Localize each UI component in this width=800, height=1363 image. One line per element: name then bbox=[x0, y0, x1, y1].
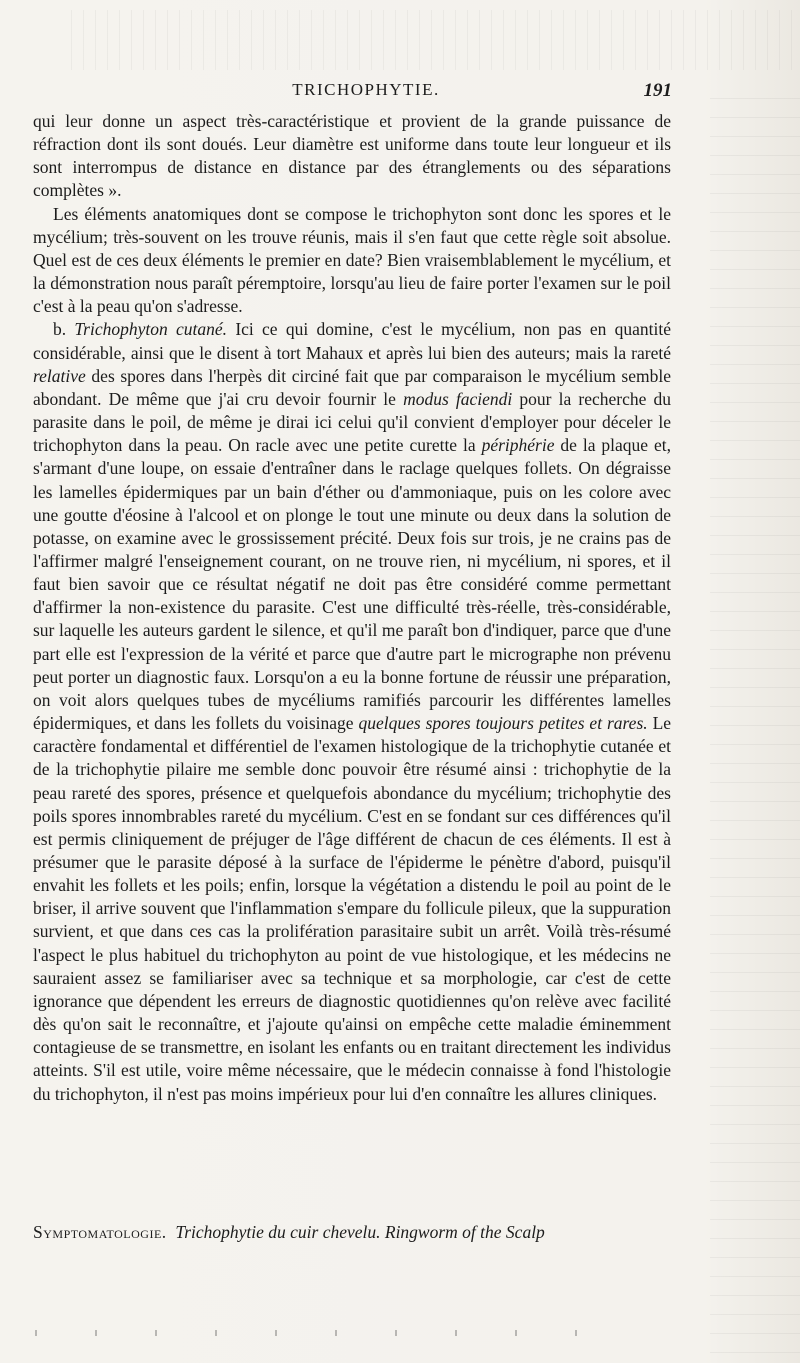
text-run: pour la recherche du parasite dans le poil, de même je dirai ici celui qu'il convient d'employer pour déceler le trichophyton dans la peau. On racle avec une petite curette la bbox=[33, 388, 672, 456]
paragraph-3 bbox=[33, 318, 671, 1105]
section-heading: Symptomatologie. bbox=[33, 1222, 167, 1242]
italic-run: modus faciendi bbox=[403, 388, 513, 409]
running-head: TRICHOPHYTIE. bbox=[292, 80, 440, 99]
page-header bbox=[60, 80, 672, 106]
text-run: de la plaque et, s'armant d'une loupe, on essaie d'entraîner dans le raclage quelques follets. On dégraisse les lamelles épidermiques par un bain d'éther ou d'ammoniaque, puis on les colore avec une goutte d'éosine à l'alcool et on plonge le tout une minute ou deux dans la solution de potasse, on examine avec le grossissement précité. Deux fois sur trois, je ne crains pas de l'affirmer malgré l'enseignement courant, on ne trouve rien, ni mycélium, ni spores, et il faut bien savoir que ce résultat négatif ne doit pas être considéré comme permettant d'affirmer la non-existence du parasite. C'est une difficulté très-réelle, très-considérable, sur laquelle les auteurs gardent le silence, et qu'il me paraît bon d'indiquer, parce que d'une part elle est l'expression de la vérité et parce que d'autre part le micrographe non prévenu peut porter un diagnostic faux. Lorsqu'on a eu la bonne fortune de réussir une préparation, on voit alors quelques tubes de mycéliums ramifiés parcourir les différentes lamelles épidermiques, et dans les follets du voisinage bbox=[33, 435, 672, 734]
italic-run: relative bbox=[33, 365, 86, 386]
section-label: b. bbox=[53, 319, 67, 340]
section-heading-line bbox=[33, 1222, 671, 1243]
paragraph-2: Les éléments anatomiques dont se compose le trichophyton sont donc les spores et le mycélium; très-souvent on les trouve réunis, mais il s'en faut que cette règle soit absolue. Quel est de ces deux éléments le premier en date? Bien vraisemblablement le mycélium, et la démonstration nous paraît péremptoire, lorsqu'au lieu de faire porter l'examen sur le poil c'est à la peau qu'on s'adresse. bbox=[33, 203, 671, 317]
bottom-specks bbox=[35, 1330, 595, 1336]
paragraph-1: qui leur donne un aspect très-caractéristique et provient de la grande puissance de réfraction dont ils sont doués. Leur diamètre est uniforme dans toute leur longueur et ils sont interrompus de distance en distance par des étranglements ou des séparations complètes ». bbox=[33, 111, 671, 201]
section-title: Trichophyton cutané. bbox=[74, 319, 228, 340]
body-text bbox=[33, 110, 671, 1106]
subsection-title: Trichophytie du cuir chevelu. Ringworm of the Scalp bbox=[175, 1222, 545, 1242]
page-number: 191 bbox=[643, 80, 672, 101]
text-run: Le caractère fondamental et différentiel de l'examen histologique de la trichophytie cutanée et de la trichophytie pilaire me semble donc pouvoir être résumé ainsi : trichophytie de la peau rareté des spores, présence et quelquefois abondance du mycélium; trichophytie des poils spores innombrables rareté du mycélium. C'est en se fondant sur ces différences qu'il est permis cliniquement de préjuger de l'âge différent de chacun de ces éléments. Il est à présumer que le parasite déposé à la surface de l'épiderme le pénètre d'abord, puisqu'il envahit les follets et les poils; enfin, lorsque la végétation a distendu le poil au point de le briser, il arrive souvent que l'inflammation s'empare du follicule pileux, que la suppuration survient, et que dans ces cas la prolifération parasitaire subit un arrêt. Voilà très-résumé l'aspect le plus habituel du trichophyton au point de vue histologique, et les médecins ne sauraient assez se familiariser avec sa technique et sa morphologie, car c'est de cette ignorance que dépendent les erreurs de diagnostic quotidiennes qu'on relève avec facilité dès qu'on sait le reconnaître, et j'ajoute qu'ainsi on empêche cette maladie éminemment contagieuse de se transmettre, en isolant les enfants ou en traitant directement les individus atteints. S'il est utile, voire même nécessaire, que le médecin connaisse à fond l'histologie du trichophyton, il n'est pas moins impérieux pour lui d'en connaître les allures cliniques. bbox=[33, 713, 672, 1104]
text-run: Ici ce qui domine, c'est le mycélium, non pas en quantité considérable, ainsi que le disent à tort Mahaux et après lui bien des auteurs; mais la rareté bbox=[33, 319, 672, 363]
text-run: des spores dans l'herpès dit circiné fait que par comparaison le mycélium semble abondant. De même que j'ai cru devoir fournir le bbox=[33, 365, 672, 409]
paper-texture-top bbox=[60, 10, 800, 70]
italic-run: périphérie bbox=[481, 435, 555, 456]
paper-edge-right bbox=[710, 80, 800, 1360]
italic-run: quelques spores toujours petites et rares. bbox=[358, 713, 648, 734]
